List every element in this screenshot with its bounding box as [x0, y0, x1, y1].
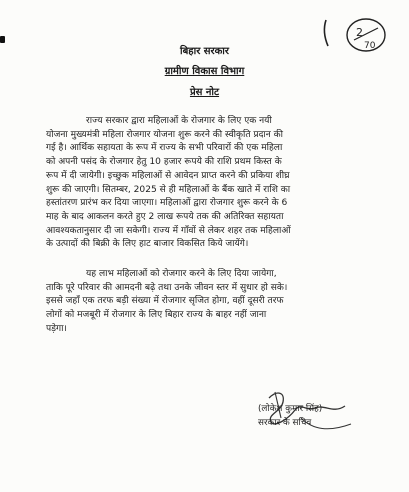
paragraph-1-line: राज्य सरकार द्वारा महिलाओं के रोजगार के लिए एक नयी [86, 116, 272, 126]
paragraph-1-line: हस्तांतरण प्रारंभ कर दिया जाएगा। महिलाओं द्वारा रोजगार शुरू करने के 6 [46, 198, 288, 209]
svg-text:70: 70 [364, 41, 376, 51]
paragraph-1 [46, 115, 364, 252]
paragraph-2-line: पड़ेगा। [46, 323, 67, 334]
paragraph-1-line: शुरू की जाएगी। सितम्बर, 2025 से ही महिलाओं के बैंक खाते में राशि का [46, 184, 291, 195]
paragraph-1-line: गई है। आर्थिक सहायता के रूप में राज्य के सभी परिवारों की एक महिला [46, 143, 283, 154]
svg-text:2: 2 [356, 26, 363, 39]
paragraph-2-line: लोगों को मजबूरी में रोजगार के लिए बिहार राज्य के बाहर नहीं जाना [46, 310, 267, 321]
paragraph-2-line: इससे जहाँ एक तरफ बड़ी संख्या में रोजगार सृजित होगा, वहीं दूसरी तरफ [46, 296, 284, 307]
signatory-name: (लोकेश कुमार सिंह) [258, 404, 323, 414]
paragraph-1-line: योजना मुख्यमंत्री महिला रोजगार योजना शुरू करने की स्वीकृति प्रदान की [46, 129, 284, 140]
punch-hole-mark [0, 36, 5, 43]
paragraph-1-line: माह के बाद आकलन करते हुए 2 लाख रूपये तक की अतिरिक्त सहायता [46, 211, 284, 222]
paragraph-1-line: के उत्पादों की बिक्री के लिए हाट बाजार विकसित किये जायेंगे। [46, 239, 249, 250]
paragraph-2 [46, 268, 364, 337]
paragraph-1-line: को अपनी पसंद के रोजगार हेतु 10 हजार रूपये की राशि प्रथम किस्त के [46, 157, 282, 168]
signatory-designation: सरकार के सचिव [258, 418, 312, 428]
press-note-title: प्रेस नोट [189, 87, 220, 98]
paragraph-1-line: आवश्यकतानुसार दी जा सकेगी। राज्य में गाँवों से लेकर शहर तक महिलाओं [46, 225, 291, 236]
paragraph-1-line: रूप में दी जायेगी। इच्छुक महिलाओं से आवेदन प्राप्त करने की प्रकिया शीघ्र [46, 170, 290, 181]
department-title: ग्रामीण विकास विभाग [164, 66, 245, 77]
paragraph-2-line: यह लाभ महिलाओं को रोजगार करने के लिए दिया जायेगा, [86, 269, 277, 279]
government-title: बिहार सरकार [180, 46, 229, 57]
paragraph-2-line: ताकि पूरे परिवार की आमदनी बढ़े तथा उनके जीवन स्तर में सुधार हो सके। [46, 282, 288, 293]
